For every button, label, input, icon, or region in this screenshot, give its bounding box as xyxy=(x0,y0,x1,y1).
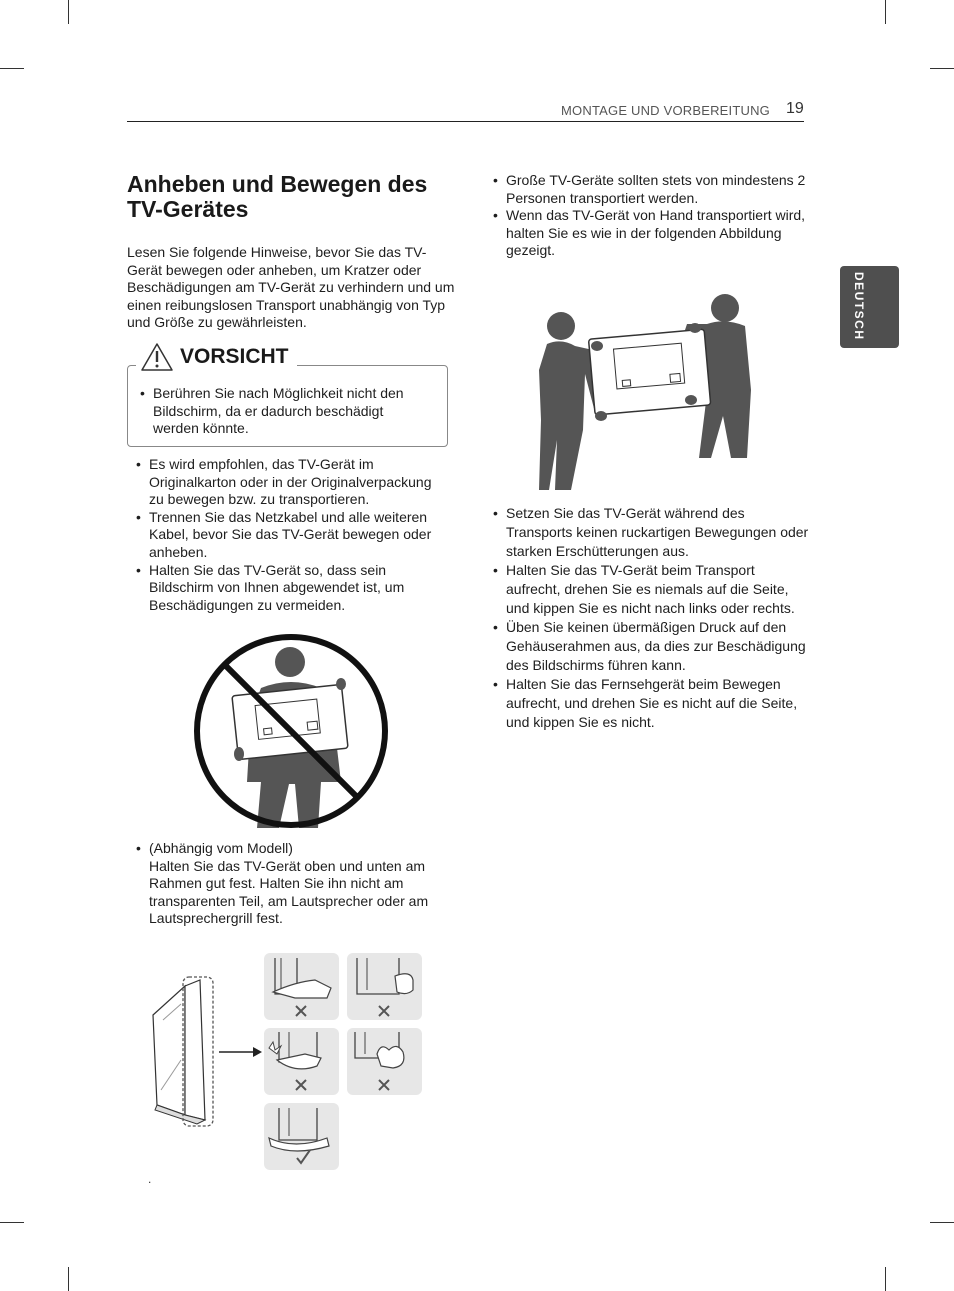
list-item: • Halten Sie das TV-Gerät so, dass sein Bildschirm von Ihnen abgewendet ist, um Beschädigungen zu vermeiden. xyxy=(136,562,448,615)
list-item: • Setzen Sie das TV-Gerät während des Transports keinen ruckartigen Bewegungen oder starken Erschütterungen aus. xyxy=(493,504,813,561)
large-tv-list xyxy=(493,172,813,260)
crop-mark xyxy=(885,0,886,24)
crop-mark xyxy=(68,1267,69,1291)
handling-list xyxy=(136,456,448,614)
list-item: • Wenn das TV-Gerät von Hand transportiert wird, halten Sie es wie in der folgenden Abbildung gezeigt. xyxy=(493,207,813,260)
language-tab-label: DEUTSCH xyxy=(852,272,866,341)
grip-panel-correct xyxy=(264,1103,339,1170)
list-item xyxy=(136,840,448,928)
two-person-carry-illustration xyxy=(535,290,765,490)
prohibited-carry-illustration xyxy=(191,632,391,832)
intro-paragraph: Lesen Sie folgende Hinweise, bevor Sie das TV-Gerät bewegen oder anheben, um Kratzer oder Beschädigungen am TV-Gerät zu verhindern und um einen reibungslosen Transport unabhängig von Typ und Größe zu gewährleisten. xyxy=(127,244,455,331)
header-divider xyxy=(127,121,804,122)
crop-mark xyxy=(68,0,69,24)
transport-list xyxy=(493,504,813,732)
caution-heading xyxy=(136,340,297,374)
page-title: Anheben und Bewegen des TV-Gerätes xyxy=(127,171,428,222)
page-number: 19 xyxy=(786,100,804,117)
model-condition: (Abhängig vom Modell) xyxy=(149,840,293,856)
crop-mark xyxy=(0,68,24,69)
caution-label: VORSICHT xyxy=(180,345,289,368)
crop-mark xyxy=(930,68,954,69)
grip-panel-bottom-wrong xyxy=(264,953,339,1020)
list-item: • Große TV-Geräte sollten stets von mindestens 2 Personen transportiert werden. xyxy=(493,172,813,207)
section-header: MONTAGE UND VORBEREITUNG xyxy=(561,103,770,118)
grip-panel-side-wrong xyxy=(347,953,422,1020)
frame-grip-illustration xyxy=(145,950,445,1175)
footnote-mark: . xyxy=(148,1172,152,1186)
language-tab xyxy=(840,266,899,348)
frame-grip-text: Halten Sie das TV-Gerät oben und unten am Rahmen gut fest. Halten Sie ihn nicht am transparenten Teil, am Lautsprecher oder am Lautsprechergrill fest. xyxy=(149,857,429,927)
crop-mark xyxy=(0,1222,24,1223)
list-item: • Es wird empfohlen, das TV-Gerät im Originalkarton oder in der Originalverpackung zu bewegen bzw. zu transportieren. xyxy=(136,456,448,509)
crop-mark xyxy=(885,1267,886,1291)
frame-grip-list xyxy=(136,840,448,928)
list-item: • Berühren Sie nach Möglichkeit nicht den Bildschirm, da er dadurch beschädigt werden könnte. xyxy=(140,385,430,438)
crop-mark xyxy=(930,1222,954,1223)
grip-panel-pressure-wrong xyxy=(264,1028,339,1095)
list-item: • Halten Sie das Fernsehgerät beim Bewegen aufrecht, und drehen Sie es nicht auf die Seite, und kippen Sie es nicht. xyxy=(493,675,813,732)
grip-panel-speaker-wrong xyxy=(347,1028,422,1095)
list-item: • Trennen Sie das Netzkabel und alle weiteren Kabel, bevor Sie das TV-Gerät bewegen oder anheben. xyxy=(136,509,448,562)
caution-list xyxy=(140,385,430,438)
warning-icon xyxy=(140,342,174,372)
list-item: • Üben Sie keinen übermäßigen Druck auf den Gehäuserahmen aus, da dies zur Beschädigung des Bildschirms führen kann. xyxy=(493,618,813,675)
list-item: • Halten Sie das TV-Gerät beim Transport aufrecht, drehen Sie es niemals auf die Seite, und kippen Sie es nicht nach links oder rechts. xyxy=(493,561,813,618)
